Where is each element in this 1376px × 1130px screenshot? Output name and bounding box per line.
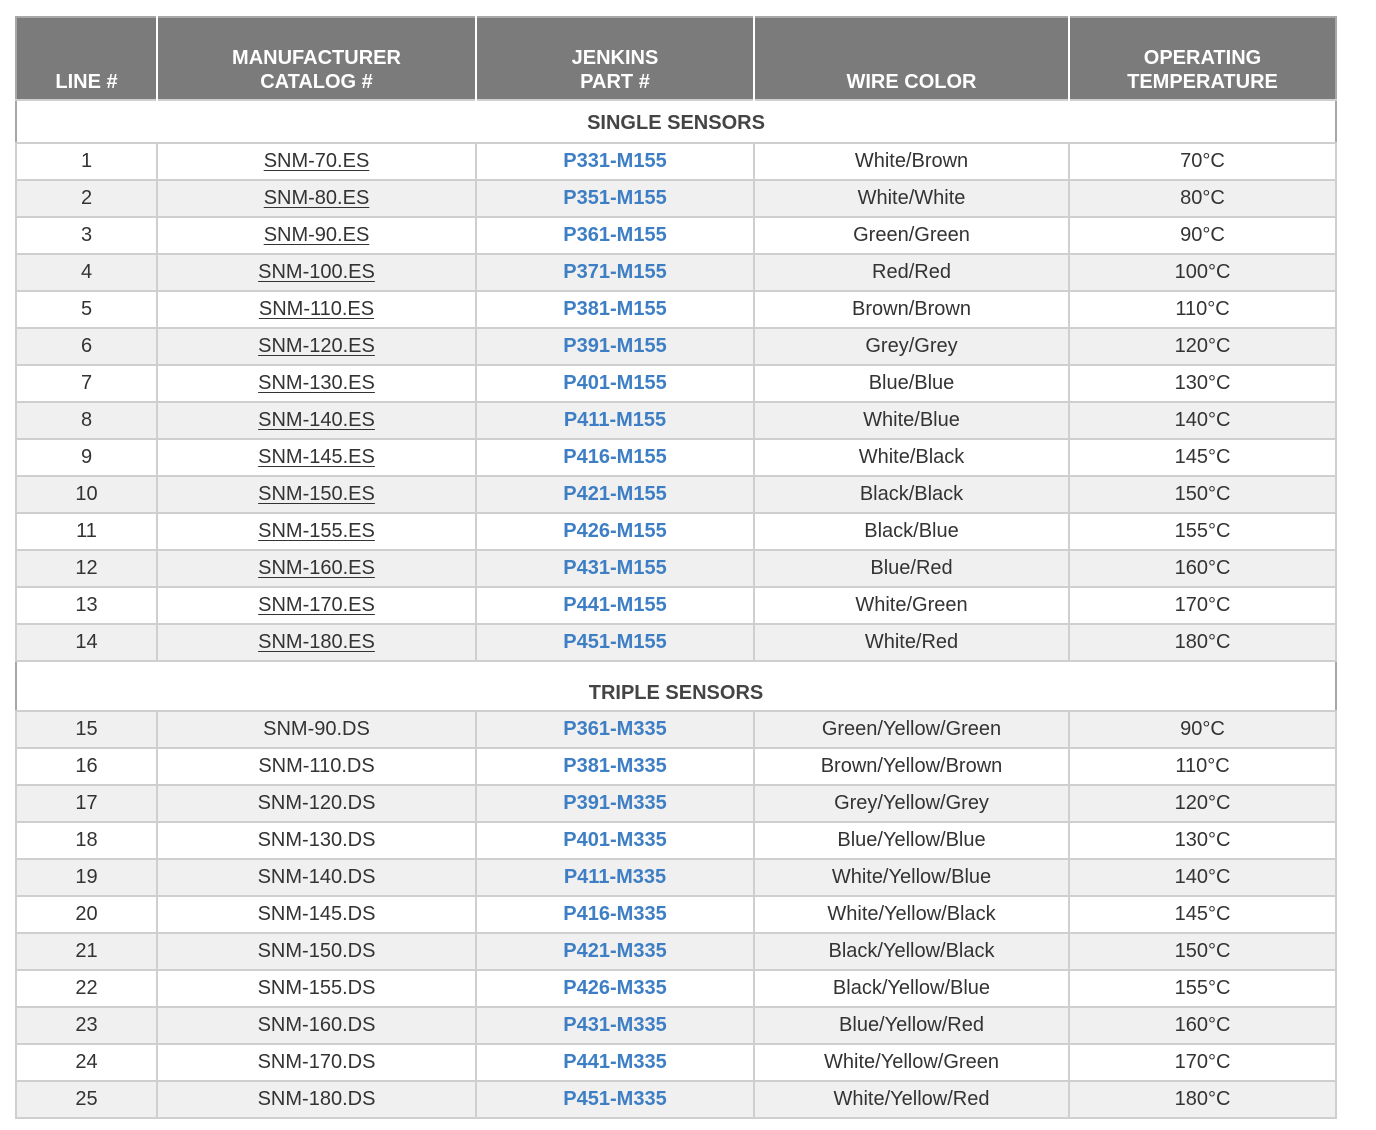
wire-color-cell: Blue/Red (754, 550, 1069, 587)
line-number-cell: 15 (16, 711, 157, 748)
table-row (16, 711, 1336, 748)
catalog-cell (157, 587, 476, 624)
temperature-cell: 110°C (1069, 748, 1336, 785)
catalog-link[interactable]: SNM-170.ES (258, 594, 375, 616)
part-cell (476, 254, 754, 291)
line-number-cell: 17 (16, 785, 157, 822)
catalog-cell (157, 785, 476, 822)
catalog-cell (157, 1044, 476, 1081)
part-cell (476, 550, 754, 587)
catalog-link[interactable]: SNM-70.ES (263, 150, 370, 172)
catalog-link[interactable]: SNM-110.ES (258, 298, 375, 320)
table-body (16, 100, 1336, 1118)
table-header (16, 17, 1336, 100)
part-cell (476, 1007, 754, 1044)
section-title: TRIPLE SENSORS (16, 661, 1336, 711)
part-number-link[interactable]: P411-M155 (563, 409, 667, 431)
catalog-number: SNM-155.DS (257, 977, 376, 999)
part-cell (476, 587, 754, 624)
catalog-number: SNM-130.DS (257, 829, 376, 851)
header-row (16, 17, 1336, 100)
wire-color-cell: Blue/Yellow/Red (754, 1007, 1069, 1044)
table-row (16, 933, 1336, 970)
wire-color-cell: Grey/Yellow/Grey (754, 785, 1069, 822)
table-row (16, 513, 1336, 550)
part-number-link[interactable]: P351-M155 (563, 187, 667, 209)
wire-color-cell: Red/Red (754, 254, 1069, 291)
part-number-link[interactable]: P421-M155 (563, 483, 667, 505)
part-number-link[interactable]: P371-M155 (563, 261, 667, 283)
catalog-cell (157, 1007, 476, 1044)
part-number-link[interactable]: P426-M155 (563, 520, 667, 542)
line-number-cell: 2 (16, 180, 157, 217)
catalog-cell (157, 254, 476, 291)
part-number-link[interactable]: P331-M155 (563, 150, 667, 172)
line-number-cell: 13 (16, 587, 157, 624)
line-number-cell: 25 (16, 1081, 157, 1118)
temperature-cell: 140°C (1069, 402, 1336, 439)
catalog-link[interactable]: SNM-160.ES (258, 557, 375, 579)
line-number-cell: 8 (16, 402, 157, 439)
wire-color-cell: White/Yellow/Red (754, 1081, 1069, 1118)
line-number-cell: 14 (16, 624, 157, 661)
table-row (16, 1044, 1336, 1081)
wire-color-cell: Blue/Blue (754, 365, 1069, 402)
header-jenkins-part (476, 17, 754, 100)
header-line-number (16, 17, 157, 100)
part-cell (476, 217, 754, 254)
table-row (16, 365, 1336, 402)
temperature-cell: 80°C (1069, 180, 1336, 217)
part-cell (476, 822, 754, 859)
table-row (16, 896, 1336, 933)
catalog-cell (157, 365, 476, 402)
catalog-link[interactable]: SNM-155.ES (258, 520, 375, 542)
part-cell (476, 896, 754, 933)
part-number-link[interactable]: P451-M335 (563, 1088, 667, 1110)
catalog-cell (157, 476, 476, 513)
part-cell (476, 143, 754, 180)
catalog-number: SNM-145.DS (257, 903, 376, 925)
part-number-link[interactable]: P441-M155 (563, 594, 667, 616)
wire-color-cell: White/Black (754, 439, 1069, 476)
part-cell (476, 970, 754, 1007)
wire-color-cell: Blue/Yellow/Blue (754, 822, 1069, 859)
wire-color-cell: White/Green (754, 587, 1069, 624)
wire-color-cell: Grey/Grey (754, 328, 1069, 365)
part-number-link[interactable]: P451-M155 (563, 631, 667, 653)
catalog-cell (157, 896, 476, 933)
temperature-cell: 110°C (1069, 291, 1336, 328)
catalog-cell (157, 550, 476, 587)
line-number-cell: 4 (16, 254, 157, 291)
wire-color-cell: White/Yellow/Blue (754, 859, 1069, 896)
temperature-cell: 140°C (1069, 859, 1336, 896)
catalog-cell (157, 143, 476, 180)
temperature-cell: 90°C (1069, 711, 1336, 748)
line-number-cell: 6 (16, 328, 157, 365)
line-number-cell: 9 (16, 439, 157, 476)
catalog-cell (157, 711, 476, 748)
part-number-link[interactable]: P441-M335 (563, 1051, 667, 1073)
temperature-cell: 145°C (1069, 896, 1336, 933)
wire-color-cell: Black/Yellow/Black (754, 933, 1069, 970)
temperature-cell: 120°C (1069, 328, 1336, 365)
catalog-link[interactable]: SNM-130.ES (258, 372, 375, 394)
line-number-cell: 1 (16, 143, 157, 180)
temperature-cell: 160°C (1069, 1007, 1336, 1044)
part-cell (476, 439, 754, 476)
catalog-number: SNM-180.DS (257, 1088, 376, 1110)
part-cell (476, 328, 754, 365)
line-number-cell: 22 (16, 970, 157, 1007)
catalog-link[interactable]: SNM-140.ES (258, 409, 375, 431)
part-cell (476, 402, 754, 439)
line-number-cell: 12 (16, 550, 157, 587)
temperature-cell: 180°C (1069, 624, 1336, 661)
header-wire-color-text: WIRE COLOR (846, 71, 977, 93)
wire-color-cell: White/Blue (754, 402, 1069, 439)
temperature-cell: 130°C (1069, 822, 1336, 859)
catalog-link[interactable]: SNM-100.ES (258, 261, 375, 283)
part-number-link[interactable]: P391-M335 (563, 792, 667, 814)
table-row (16, 587, 1336, 624)
catalog-cell (157, 970, 476, 1007)
temperature-cell: 145°C (1069, 439, 1336, 476)
temperature-cell: 120°C (1069, 785, 1336, 822)
temperature-cell: 180°C (1069, 1081, 1336, 1118)
table-row (16, 624, 1336, 661)
table-row (16, 970, 1336, 1007)
wire-color-cell: Black/Yellow/Blue (754, 970, 1069, 1007)
line-number-cell: 24 (16, 1044, 157, 1081)
wire-color-cell: White/Yellow/Black (754, 896, 1069, 933)
catalog-link[interactable]: SNM-150.ES (258, 483, 375, 505)
wire-color-cell: White/White (754, 180, 1069, 217)
temperature-cell: 170°C (1069, 587, 1336, 624)
part-cell (476, 785, 754, 822)
line-number-cell: 7 (16, 365, 157, 402)
wire-color-cell: White/Brown (754, 143, 1069, 180)
temperature-cell: 90°C (1069, 217, 1336, 254)
part-number-link[interactable]: P431-M155 (563, 557, 667, 579)
wire-color-cell: Green/Yellow/Green (754, 711, 1069, 748)
temperature-cell: 70°C (1069, 143, 1336, 180)
table-row (16, 1081, 1336, 1118)
header-jenkins-part-line2: PART # (580, 71, 650, 93)
catalog-cell (157, 439, 476, 476)
catalog-link[interactable]: SNM-80.ES (263, 187, 370, 209)
catalog-number: SNM-110.DS (258, 755, 375, 777)
catalog-cell (157, 402, 476, 439)
part-number-link[interactable]: P361-M335 (563, 718, 667, 740)
catalog-number: SNM-150.DS (257, 940, 376, 962)
catalog-cell (157, 748, 476, 785)
table-row (16, 550, 1336, 587)
part-cell (476, 180, 754, 217)
header-operating-temperature-line1: OPERATING (1143, 47, 1262, 69)
line-number-cell: 19 (16, 859, 157, 896)
catalog-number: SNM-160.DS (257, 1014, 376, 1036)
line-number-cell: 10 (16, 476, 157, 513)
table-row (16, 328, 1336, 365)
line-number-cell: 16 (16, 748, 157, 785)
section-row (16, 661, 1336, 711)
header-line-number-text: LINE # (55, 71, 118, 93)
table-row (16, 402, 1336, 439)
catalog-link[interactable]: SNM-120.ES (258, 335, 375, 357)
table-row (16, 254, 1336, 291)
part-number-link[interactable]: P391-M155 (563, 335, 667, 357)
table-row (16, 748, 1336, 785)
catalog-cell (157, 933, 476, 970)
table-row (16, 143, 1336, 180)
part-number-link[interactable]: P401-M155 (563, 372, 667, 394)
catalog-number: SNM-90.DS (263, 718, 370, 740)
catalog-cell (157, 217, 476, 254)
part-cell (476, 513, 754, 550)
part-cell (476, 291, 754, 328)
table-row (16, 785, 1336, 822)
catalog-link[interactable]: SNM-90.ES (263, 224, 370, 246)
sensor-spec-table (15, 16, 1337, 1119)
line-number-cell: 3 (16, 217, 157, 254)
part-cell (476, 1044, 754, 1081)
part-number-link[interactable]: P421-M335 (563, 940, 667, 962)
catalog-number: SNM-170.DS (257, 1051, 376, 1073)
catalog-cell (157, 822, 476, 859)
temperature-cell: 150°C (1069, 476, 1336, 513)
catalog-cell (157, 1081, 476, 1118)
wire-color-cell: White/Red (754, 624, 1069, 661)
table-row (16, 291, 1336, 328)
table-row (16, 859, 1336, 896)
line-number-cell: 11 (16, 513, 157, 550)
part-cell (476, 933, 754, 970)
catalog-cell (157, 291, 476, 328)
temperature-cell: 130°C (1069, 365, 1336, 402)
part-number-link[interactable]: P431-M335 (563, 1014, 667, 1036)
part-number-link[interactable]: P416-M335 (563, 903, 667, 925)
temperature-cell: 155°C (1069, 970, 1336, 1007)
catalog-number: SNM-120.DS (257, 792, 376, 814)
header-operating-temperature (1069, 17, 1336, 100)
wire-color-cell: Green/Green (754, 217, 1069, 254)
part-number-link[interactable]: P401-M335 (563, 829, 667, 851)
wire-color-cell: Brown/Yellow/Brown (754, 748, 1069, 785)
part-cell (476, 1081, 754, 1118)
line-number-cell: 5 (16, 291, 157, 328)
catalog-cell (157, 624, 476, 661)
part-number-link[interactable]: P411-M335 (563, 866, 667, 888)
line-number-cell: 20 (16, 896, 157, 933)
part-number-link[interactable]: P416-M155 (563, 446, 667, 468)
temperature-cell: 170°C (1069, 1044, 1336, 1081)
table-row (16, 476, 1336, 513)
table-row (16, 217, 1336, 254)
header-jenkins-part-line1: JENKINS (571, 47, 659, 69)
table-row (16, 1007, 1336, 1044)
header-manufacturer-catalog-line2: CATALOG # (260, 71, 373, 93)
line-number-cell: 18 (16, 822, 157, 859)
part-cell (476, 624, 754, 661)
header-manufacturer-catalog-line1: MANUFACTURER (232, 47, 401, 69)
header-operating-temperature-line2: TEMPERATURE (1127, 71, 1278, 93)
part-cell (476, 365, 754, 402)
part-number-link[interactable]: P426-M335 (563, 977, 667, 999)
section-row (16, 100, 1336, 143)
section-title: SINGLE SENSORS (16, 100, 1336, 143)
catalog-number: SNM-140.DS (257, 866, 376, 888)
part-cell (476, 711, 754, 748)
part-number-link[interactable]: P361-M155 (563, 224, 667, 246)
part-number-link[interactable]: P381-M335 (563, 755, 667, 777)
catalog-link[interactable]: SNM-145.ES (258, 446, 375, 468)
catalog-link[interactable]: SNM-180.ES (258, 631, 375, 653)
temperature-cell: 100°C (1069, 254, 1336, 291)
catalog-cell (157, 513, 476, 550)
temperature-cell: 160°C (1069, 550, 1336, 587)
table-row (16, 822, 1336, 859)
catalog-cell (157, 328, 476, 365)
wire-color-cell: Brown/Brown (754, 291, 1069, 328)
part-cell (476, 748, 754, 785)
table-row (16, 180, 1336, 217)
temperature-cell: 150°C (1069, 933, 1336, 970)
part-cell (476, 859, 754, 896)
wire-color-cell: White/Yellow/Green (754, 1044, 1069, 1081)
line-number-cell: 23 (16, 1007, 157, 1044)
line-number-cell: 21 (16, 933, 157, 970)
catalog-cell (157, 859, 476, 896)
wire-color-cell: Black/Blue (754, 513, 1069, 550)
header-wire-color (754, 17, 1069, 100)
wire-color-cell: Black/Black (754, 476, 1069, 513)
catalog-cell (157, 180, 476, 217)
temperature-cell: 155°C (1069, 513, 1336, 550)
part-number-link[interactable]: P381-M155 (563, 298, 667, 320)
header-manufacturer-catalog (157, 17, 476, 100)
part-cell (476, 476, 754, 513)
table-row (16, 439, 1336, 476)
